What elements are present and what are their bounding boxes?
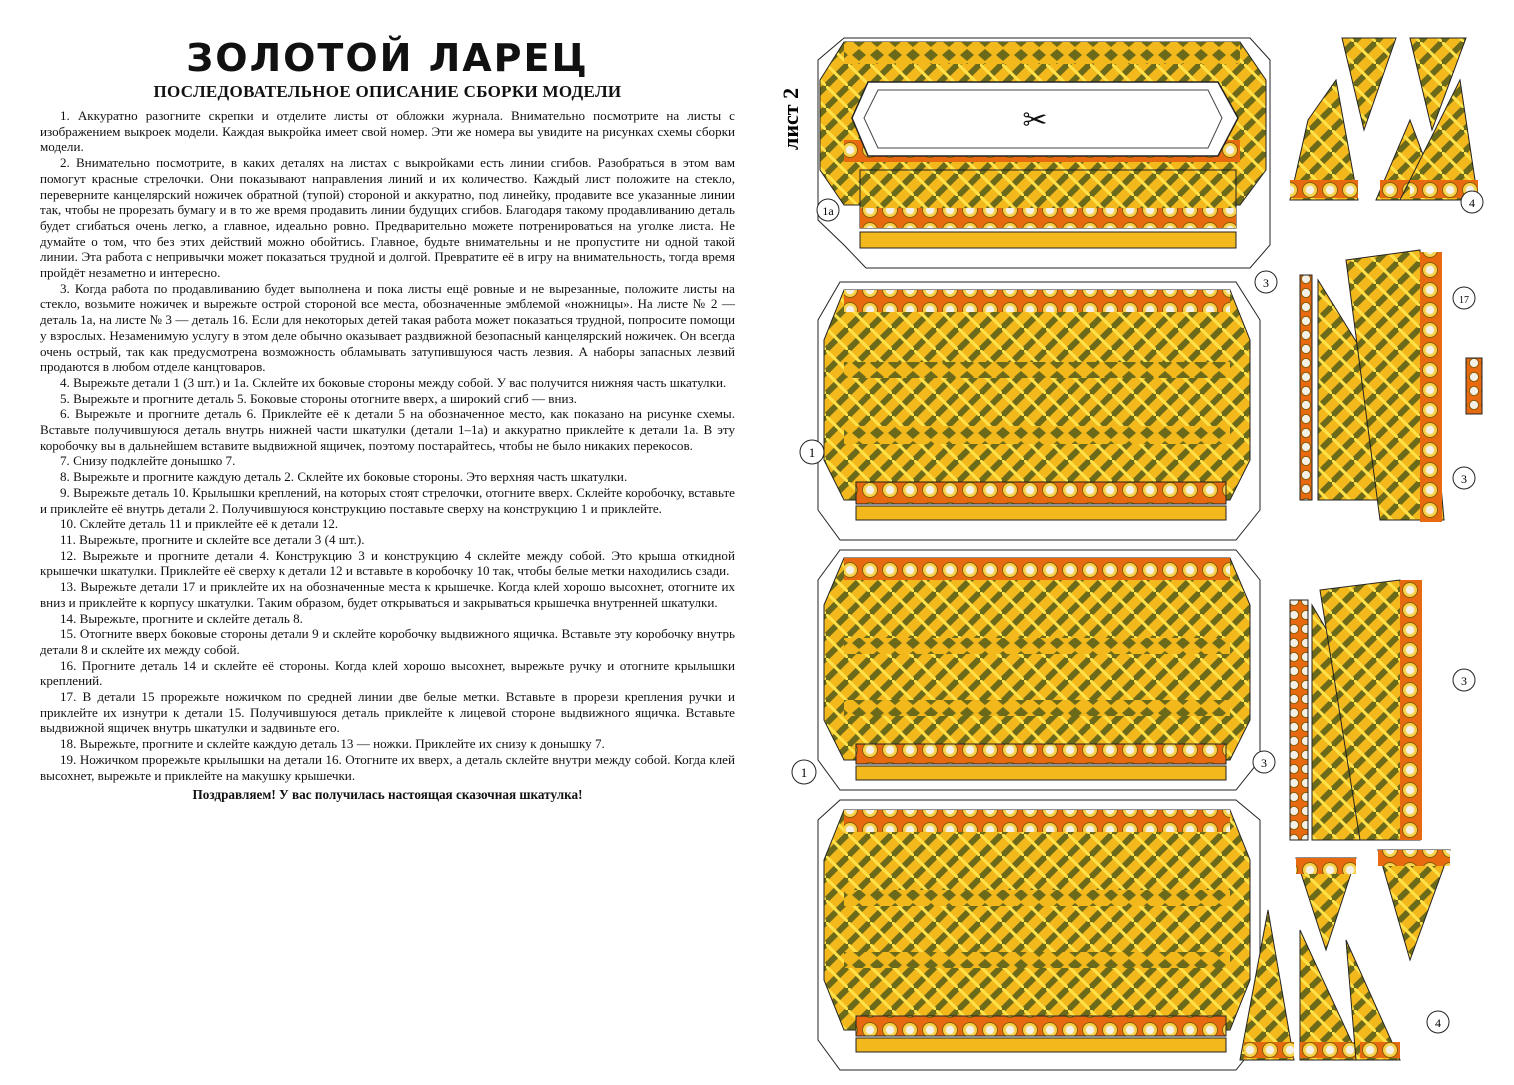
part-label-3-d: 3 [1261,756,1267,770]
step-paragraph: 1. Аккуратно разогните скрепки и отделите листы от обложки журнала. Внимательно посмотрите на листы с изображением выкроек модели. Каждая выкройка имеет свой номер. Эти же номера вы увидите на рисунках схемы сборки модели. [40,108,735,155]
step-paragraph: 2. Внимательно посмотрите, в каких деталях на листах с выкройками есть линии сгибов. Разобраться в этом вам помогут красные стрелочки. Они показывают направления линий и их количество. Каждый лист положите на стекло, переверните канцелярский ножичек обратной (тупой) стороной и аккуратно, под линейку, продавите все указанные линии так, чтобы не прорезать бумагу и в то же время продавить линии будущих сгибов. Благодаря такому продавливанию деталь будет сгибаться очень легко, а главное, идеально ровно. Предварительно можете потренироваться на уголке листа. Не думайте о том, что без этих действий можно обойтись. Главное, будьте внимательны и не пропустите ни одной такой линии. Эта работа с непривычки может показаться трудной и долгой. Превратите её в игру на внимательность, тогда время пройдёт незаметно и интересно. [40,155,735,281]
step-paragraph: 18. Вырежьте, прогните и склейте каждую деталь 13 — ножки. Приклейте их снизу к донышку 7. [60,736,605,752]
page-title: ЗОЛОТОЙ ЛАРЕЦ [186,36,589,80]
part-3-upper [1255,250,1482,522]
step-paragraph: 6. Вырежьте и прогните деталь 6. Приклейте её к детали 5 на обозначенное место, как показано на рисунке схемы. Вставьте получившуюся деталь внутрь нижней части шкатулки (детали 1–1а) и аккуратно приклейте к детали 1а. В эту коробочку вы в дальнейшем вставите выдвижной ящичек, поэтому постарайтесь, чтобы не было никаких перекосов. [40,406,735,453]
part-label-1a: 1а [822,204,834,218]
step-paragraph: 3. Когда работа по продавливанию будет выполнена и пока листы ещё ровные и не вырезанные, положите листы на стекло, возьмите ножичек и вырежьте острой стороной все места, обозначенные эмблемой «ножницы». На листе № 2 — деталь 1а, на листе № 3 — деталь 16. Если для некоторых детей такая работа может показаться трудной, попросите помощи у взрослых. Незаменимую услугу в этом деле обычно оказывает раздвижной безопасный канцелярский ножичек. Он всегда очень острый, так как предусмотрена возможность обламывать затупившуюся часть лезвия. А наборы запасных лезвий продаются в любом отделе канцтоваров. [40,280,735,375]
part-1-middle [792,550,1260,790]
step-paragraph: 12. Вырежьте и прогните детали 4. Конструкцию 3 и конструкцию 4 склейте между собой. Это крыша откидной крышечки шкатулки. Приклейте её сверху к детали 12 и вставьте в коробочку 10 так, чтобы белые метки находились сзади. [40,547,735,579]
part-label-3-a: 3 [1263,276,1269,290]
part-1-bottom [818,800,1260,1070]
instructions-column [40,36,735,1066]
cutout-sheet [760,20,1514,1080]
step-paragraph: 10. Склейте деталь 11 и приклейте её к детали 12. [60,516,339,532]
step-paragraph: 14. Вырежьте, прогните и склейте деталь 8. [60,610,303,626]
part-label-1-middle: 1 [800,765,808,780]
step-paragraph: 7. Снизу подклейте донышко 7. [60,453,236,469]
part-4-top [1290,38,1483,213]
part-3-lower [1253,580,1475,840]
scissors-icon: ✂ [1022,104,1048,137]
part-4-bottom [1240,850,1450,1060]
step-paragraph: 17. В детали 15 прорежьте ножичком по средней линии две белые метки. Вставьте в прорези крепления ручки и приклейте их изнутри к детали 15. Получившуюся деталь приклейте к лицевой стороне выдвижного ящичка. Вставьте выдвижной ящичек внутрь шкатулки и задвиньте его. [40,689,735,736]
assembly-steps [40,108,735,783]
sheet-label: лист 2 [778,87,803,150]
part-label-17: 17 [1459,295,1469,306]
step-paragraph: 13. Вырежьте детали 17 и приклейте их на обозначенные места к крышечке. Когда клей хорошо высохнет, отогните их вниз и приклейте к корпусу шкатулки. Таким образом, будет открываться и закрываться крышечка внутренней шкатулки. [40,579,735,610]
part-label-3-b: 3 [1461,472,1467,486]
part-1a [817,38,1270,268]
step-paragraph: 9. Вырежьте деталь 10. Крылышки креплений, на которых стоят стрелочки, отогните вверх. Склейте коробочку, вставьте и приклейте её внутрь детали 2. Получившуюся конструкцию поставьте сверху на конструкцию 1 и приклейте. [40,484,735,516]
step-paragraph: 16. Прогните деталь 14 и склейте её стороны. Когда клей хорошо высохнет, вырежьте ручку и отогните крылышки креплений. [40,657,735,689]
step-paragraph: 4. Вырежьте детали 1 (3 шт.) и 1а. Склейте их боковые стороны между собой. У вас получится нижняя часть шкатулки. [60,374,727,390]
final-note: Поздравляем! У вас получилась настоящая сказочная шкатулка! [192,787,583,803]
step-paragraph: 15. Отогните вверх боковые стороны детали 9 и склейте коробочку выдвижного ящичка. Вставьте эту коробочку внутрь детали 8 и склейте их между собой. [40,626,735,657]
page-subtitle: ПОСЛЕДОВАТЕЛЬНОЕ ОПИСАНИЕ СБОРКИ МОДЕЛИ [153,82,622,101]
step-paragraph: 5. Вырежьте и прогните деталь 5. Боковые стороны отогните вверх, а широкий сгиб — вниз. [60,390,577,406]
part-label-4-top: 4 [1469,196,1475,210]
part-label-4-bottom: 4 [1435,1016,1441,1030]
part-label-1-upper: 1 [808,445,816,460]
part-label-3-c: 3 [1461,674,1467,688]
step-paragraph: 11. Вырежьте, прогните и склейте все детали 3 (4 шт.). [60,531,365,547]
step-paragraph: 8. Вырежьте и прогните каждую деталь 2. Склейте их боковые стороны. Это верхняя часть шкатулки. [60,469,628,485]
part-1-upper [800,282,1260,540]
step-paragraph: 19. Ножичком прорежьте крылышки на детали 16. Отогните их вверх, а деталь склейте внутри между собой. Когда клей высохнет, вырежьте и приклейте на макушку крышечки. [40,751,735,783]
